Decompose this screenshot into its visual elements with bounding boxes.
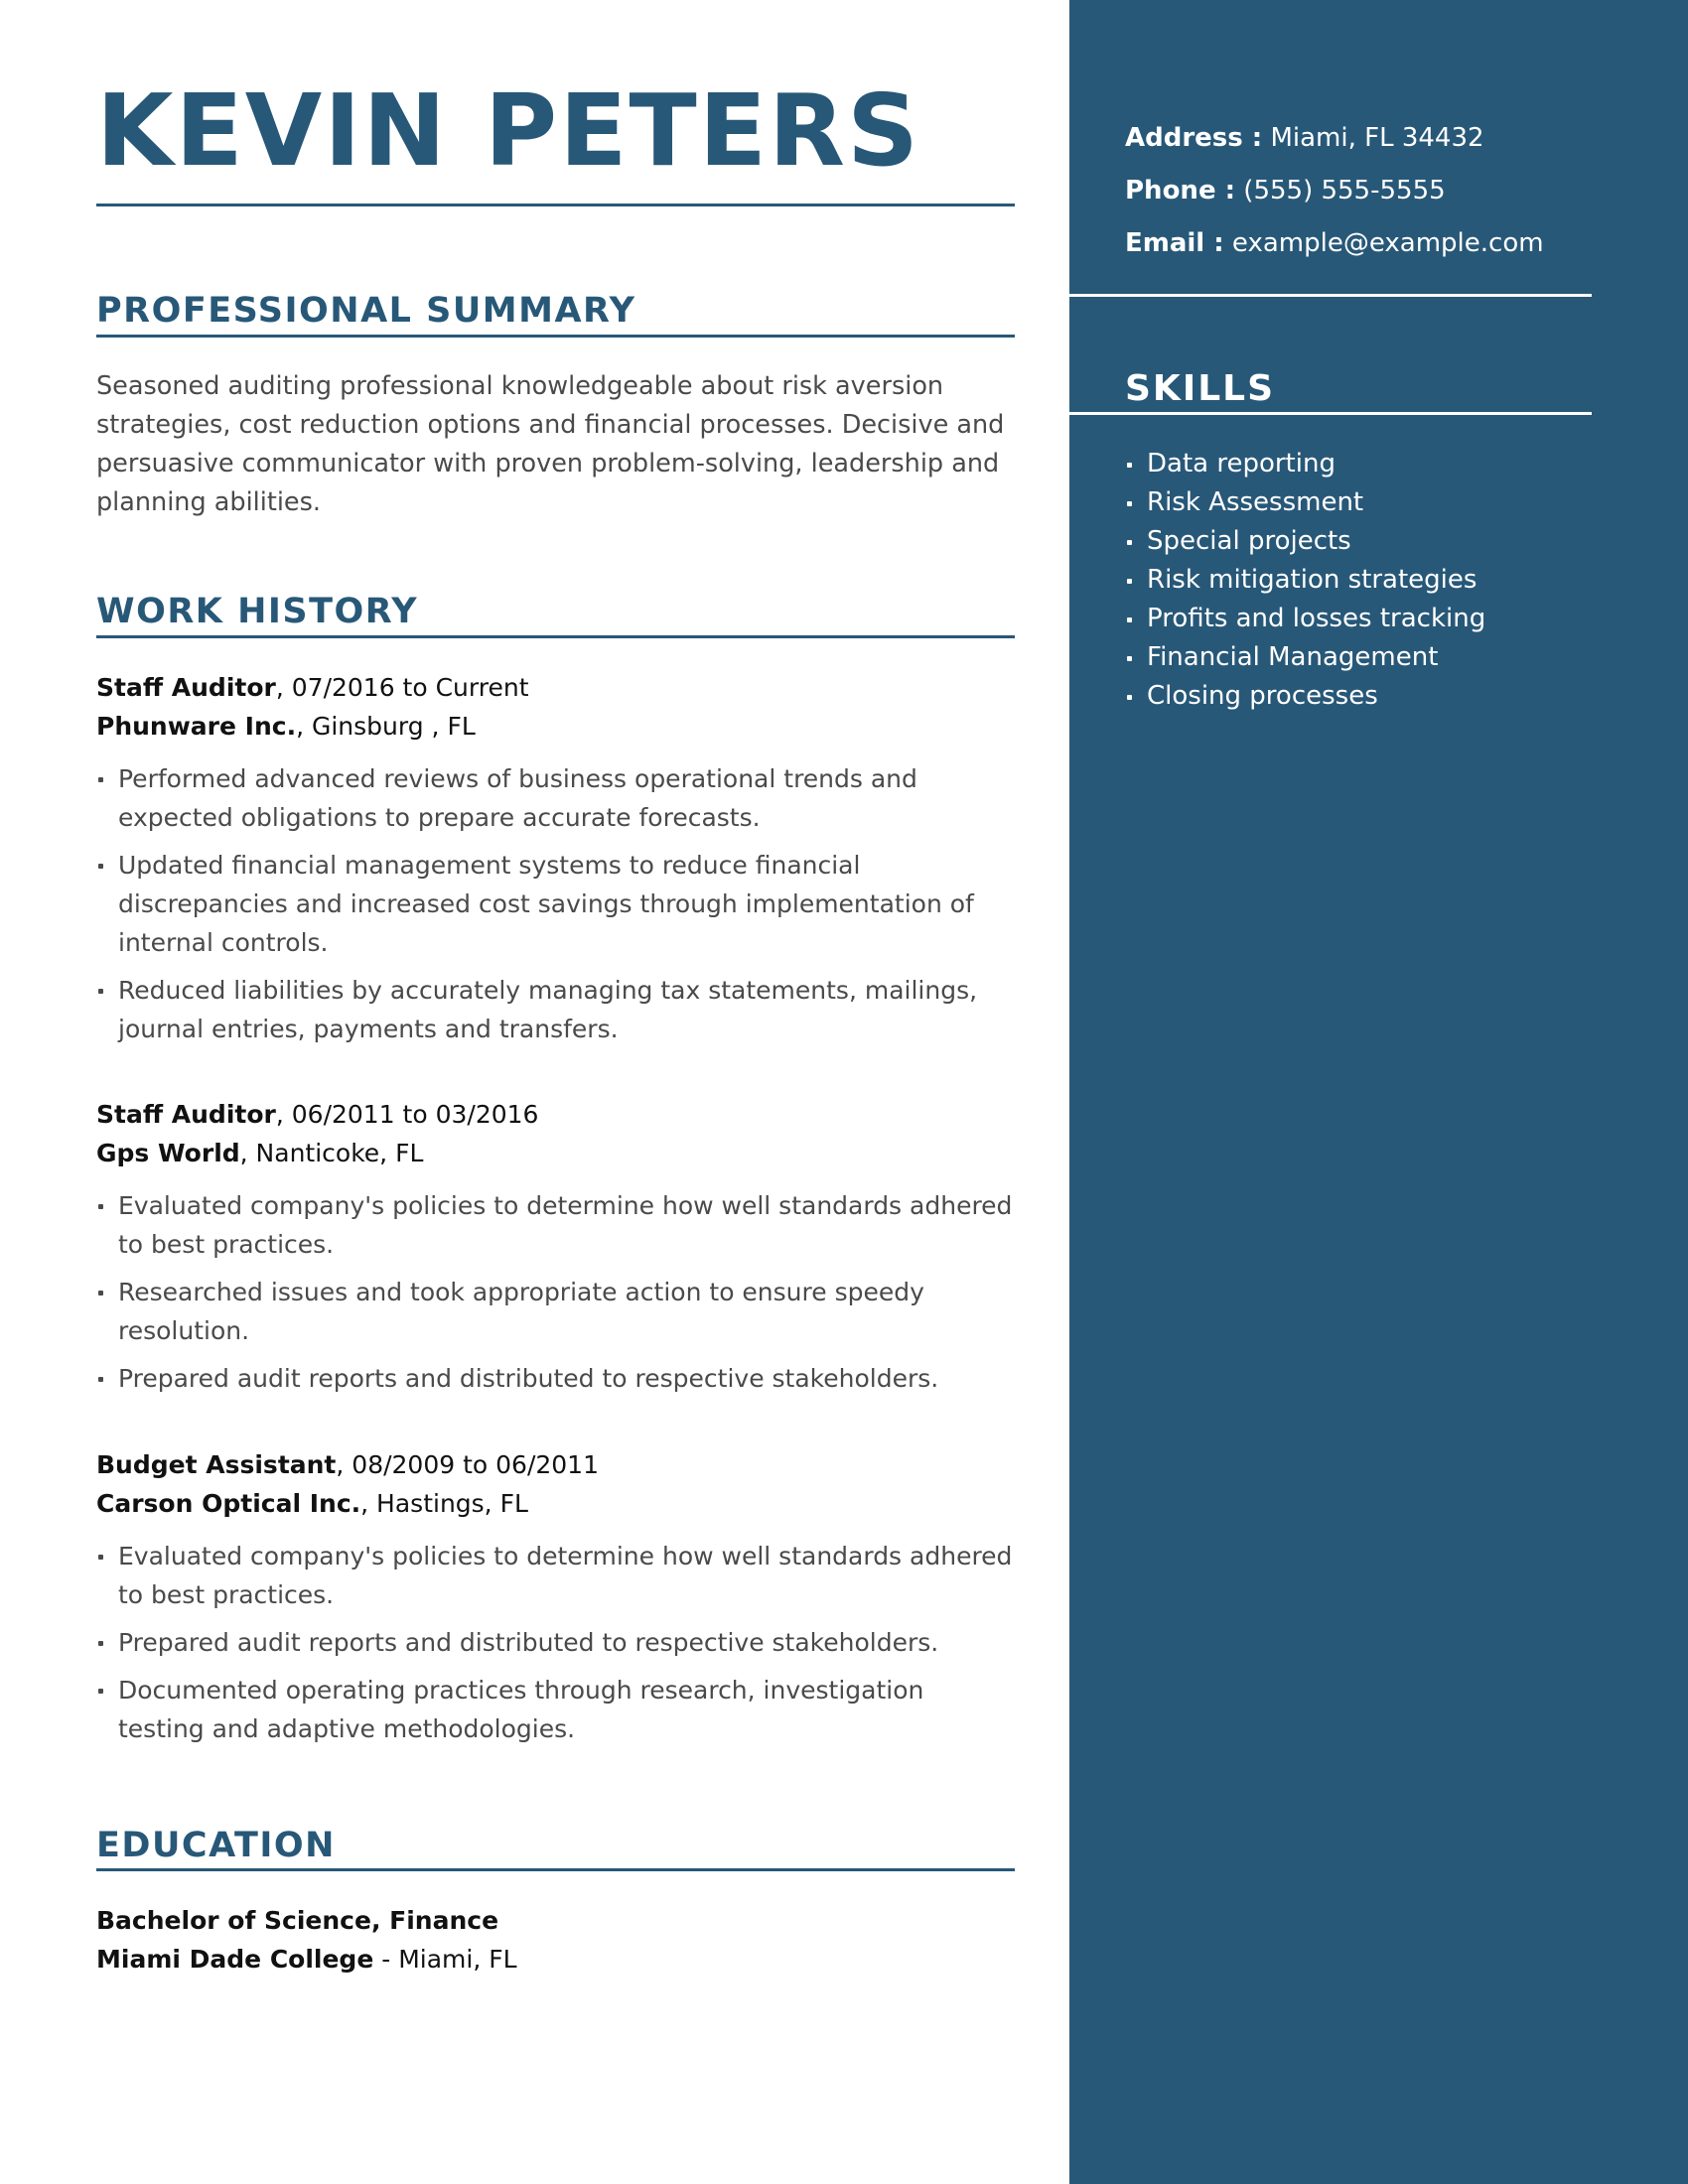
skill-item: Data reporting: [1125, 445, 1621, 483]
job-entry: [96, 1445, 1015, 1757]
sidebar: [1069, 0, 1688, 2184]
job-title-line: [96, 1445, 1015, 1484]
email-value: example@example.com: [1223, 228, 1544, 258]
education-divider: [96, 1868, 1015, 1871]
email-label: Email :: [1125, 228, 1224, 258]
job-company: Gps World: [96, 1139, 240, 1167]
skills-heading: SKILLS: [1125, 368, 1276, 409]
job-company-line: [96, 707, 1015, 746]
education-degree-line: [96, 1901, 1015, 1940]
summary-text: Seasoned auditing professional knowledgeable about risk aversion strategies, cost reduction options and financial processes. Decisive and persuasive communicator with proven problem-solving, leadership and planning abilities.: [96, 371, 1005, 517]
summary-divider: [96, 335, 1015, 338]
job-company: Phunware Inc.: [96, 712, 297, 741]
candidate-name: KEVIN PETERS: [96, 72, 921, 189]
job-bullet: Evaluated company's policies to determine how well standards adhered to best practices.: [96, 1186, 1015, 1264]
contact-address: [1125, 112, 1641, 165]
job-bullet: Updated financial management systems to reduce financial discrepancies and increased cost savings through implementation of internal controls.: [96, 846, 1015, 962]
education-school: Miami Dade College: [96, 1945, 374, 1974]
job-bullet: Performed advanced reviews of business operational trends and expected obligations to prepare accurate forecasts.: [96, 759, 1015, 837]
skills-list: [1125, 445, 1621, 716]
job-bullet: Evaluated company's policies to determine how well standards adhered to best practices.: [96, 1537, 1015, 1614]
skill-item: Risk mitigation strategies: [1125, 561, 1621, 600]
job-company-line: [96, 1134, 1015, 1172]
education-location: - Miami, FL: [373, 1945, 517, 1974]
job-company: Carson Optical Inc.: [96, 1489, 361, 1518]
address-value: Miami, FL 34432: [1262, 123, 1484, 153]
education-degree: Bachelor of Science, Finance: [96, 1906, 499, 1935]
job-title-line: [96, 1095, 1015, 1134]
summary-heading: PROFESSIONAL SUMMARY: [96, 291, 636, 331]
job-title-line: [96, 668, 1015, 707]
job-bullets: [96, 759, 1015, 1048]
job-bullet: Reduced liabilities by accurately managing tax statements, mailings, journal entries, payments and transfers.: [96, 971, 1015, 1048]
skills-divider: [1069, 412, 1592, 415]
education-heading: EDUCATION: [96, 1826, 336, 1865]
phone-value: (555) 555-5555: [1235, 176, 1446, 205]
job-dates: , 07/2016 to Current: [275, 673, 529, 702]
job-dates: , 08/2009 to 06/2011: [336, 1450, 599, 1479]
job-entry: [96, 1095, 1015, 1407]
job-role: Budget Assistant: [96, 1450, 337, 1479]
job-dates: , 06/2011 to 03/2016: [275, 1100, 539, 1129]
skill-item: Financial Management: [1125, 638, 1621, 677]
education-entry: [96, 1901, 1015, 1979]
contact-phone: [1125, 165, 1641, 217]
contact-info: [1125, 112, 1641, 270]
job-location: , Ginsburg , FL: [296, 712, 476, 741]
job-role: Staff Auditor: [96, 673, 276, 702]
job-entry: [96, 668, 1015, 1057]
job-bullets: [96, 1537, 1015, 1748]
job-bullet: Prepared audit reports and distributed to respective stakeholders.: [96, 1359, 1015, 1398]
job-role: Staff Auditor: [96, 1100, 276, 1129]
education-school-line: [96, 1940, 1015, 1979]
job-location: , Nanticoke, FL: [239, 1139, 424, 1167]
skill-item: Special projects: [1125, 522, 1621, 561]
skill-item: Profits and losses tracking: [1125, 600, 1621, 638]
address-label: Address :: [1125, 123, 1263, 153]
job-bullet: Prepared audit reports and distributed to respective stakeholders.: [96, 1623, 1015, 1662]
name-divider: [96, 204, 1015, 206]
skill-item: Closing processes: [1125, 677, 1621, 716]
job-bullets: [96, 1186, 1015, 1398]
skill-item: Risk Assessment: [1125, 483, 1621, 522]
job-bullet: Documented operating practices through research, investigation testing and adaptive methodologies.: [96, 1671, 1015, 1748]
phone-label: Phone :: [1125, 176, 1236, 205]
job-bullet: Researched issues and took appropriate action to ensure speedy resolution.: [96, 1273, 1015, 1350]
job-location: , Hastings, FL: [360, 1489, 528, 1518]
work-history-divider: [96, 635, 1015, 638]
work-history-heading: WORK HISTORY: [96, 592, 419, 631]
contact-email: [1125, 217, 1641, 270]
job-company-line: [96, 1484, 1015, 1523]
contact-divider: [1069, 294, 1592, 297]
